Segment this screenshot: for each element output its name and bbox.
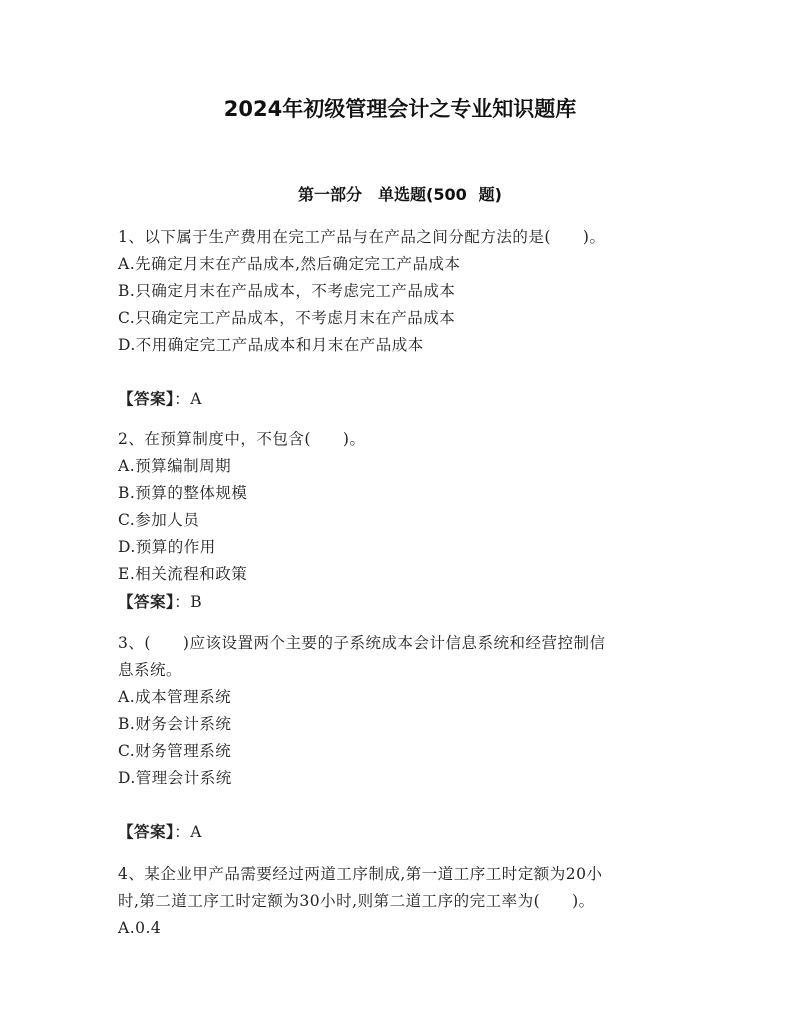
answer-label: 【答案】 [118, 390, 175, 408]
question-2-option-b: B.预算的整体规模 [118, 484, 248, 502]
question-3-option-d: D.管理会计系统 [118, 769, 232, 787]
question-4-option-a: A.0.4 [118, 919, 162, 937]
question-1-option-a: A.先确定月末在产品成本,然后确定完工产品成本 [118, 255, 461, 273]
answer-value: A [190, 390, 202, 408]
question-2-option-a: A.预算编制周期 [118, 457, 232, 475]
question-2-stem: 2、在预算制度中，不包含( )。 [118, 430, 366, 448]
question-1-answer [118, 386, 688, 412]
question-2-option-c: C.参加人员 [118, 511, 200, 529]
question-3-stem-line-1: 3、( )应该设置两个主要的子系统成本会计信息系统和经营控制信 [118, 634, 606, 652]
question-1-stem: 1、以下属于生产费用在完工产品与在产品之间分配方法的是( )。 [118, 228, 606, 246]
question-2-option-e: E.相关流程和政策 [118, 565, 248, 583]
answer-separator: ： [174, 593, 191, 611]
answer-separator: ： [174, 823, 191, 841]
question-2-answer [118, 589, 688, 615]
question-3-option-b: B.财务会计系统 [118, 715, 232, 733]
question-1-option-c: C.只确定完工产品成本，不考虑月末在产品成本 [118, 309, 456, 327]
answer-value: B [190, 593, 203, 611]
question-3-option-c: C.财务管理系统 [118, 742, 232, 760]
answer-separator: ： [174, 390, 191, 408]
question-1-option-d: D.不用确定完工产品成本和月末在产品成本 [118, 336, 424, 354]
question-3-option-a: A.成本管理系统 [118, 688, 232, 706]
document-title: 2024年初级管理会计之专业知识题库 [223, 97, 577, 121]
answer-label: 【答案】 [118, 593, 175, 611]
question-2-option-d: D.预算的作用 [118, 538, 216, 556]
question-3-stem-line-2: 息系统。 [118, 661, 183, 679]
question-4-stem-line-2: 时,第二道工序工时定额为30小时,则第二道工序的完工率为( )。 [118, 892, 595, 910]
section-title: 第一部分 单选题(500 题) [298, 185, 502, 204]
question-1-option-b: B.只确定月末在产品成本，不考虑完工产品成本 [118, 282, 456, 300]
answer-label: 【答案】 [118, 823, 175, 841]
question-3-answer [118, 819, 688, 845]
question-4-stem-line-1: 4、某企业甲产品需要经过两道工序制成,第一道工序工时定额为20小 [118, 865, 603, 883]
answer-value: A [190, 823, 202, 841]
